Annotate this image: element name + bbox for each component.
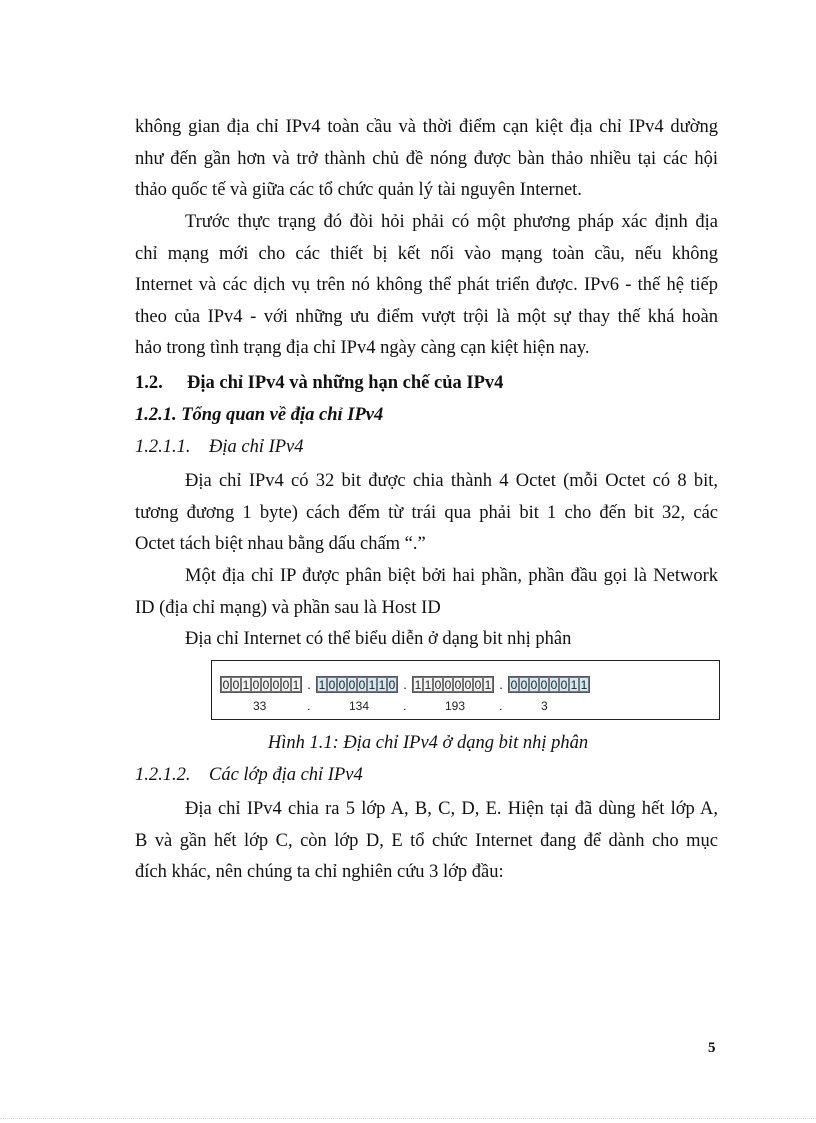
text-line: Địa chỉ Internet có thể biểu diễn ở dạng bit nhị phân	[185, 629, 572, 649]
text-line: Địa chỉ IPv4 có 32 bit được chia thành 4 Octet (mỗi Octet có 8 bit,	[185, 471, 718, 491]
text-line: hảo trong tình trạng địa chỉ IPv4 ngày càng cạn kiệt hiện nay.	[135, 338, 590, 358]
bit-cell: 1	[424, 678, 432, 692]
section-title: 1.2.1. Tổng quan về địa chỉ IPv4	[135, 405, 384, 425]
bit-cell: 0	[560, 678, 568, 692]
decimal-separator: .	[499, 699, 503, 713]
section-number: 1.2.1.1.	[135, 437, 191, 457]
section-heading-1-2	[135, 373, 503, 394]
bit-cell: 0	[550, 678, 558, 692]
bit-cell: 0	[262, 678, 270, 692]
paragraph-network-host	[135, 561, 718, 624]
paragraph-intro	[135, 112, 718, 207]
bit-cell: 0	[272, 678, 280, 692]
octet-separator: .	[499, 677, 503, 692]
text-line: ID (địa chỉ mạng) và phần sau là Host ID	[135, 597, 441, 618]
text-line: theo của IPv4 - với những ưu điểm vượt trội là một sự thay thế khá hoàn	[135, 306, 718, 327]
decimal-row	[212, 699, 719, 715]
section-number: 1.2.	[135, 373, 163, 393]
octet-2	[316, 676, 398, 693]
bit-cell: 1	[242, 678, 250, 692]
bit-cell: 0	[530, 678, 538, 692]
bit-cell: 1	[570, 678, 578, 692]
octet-separator: .	[307, 677, 311, 692]
text-line: như đến gần hơn và trở thành chủ đề nóng được bàn thảo nhiều tại các hội	[135, 148, 718, 169]
bit-cell: 0	[232, 678, 240, 692]
bit-cell: 0	[282, 678, 290, 692]
bit-cell: 0	[474, 678, 482, 692]
text-line: chỉ mạng mới cho các thiết bị kết nối vào mạng toàn cầu, nếu không	[135, 243, 718, 264]
section-heading-1-2-1-1	[135, 437, 304, 458]
bit-cell: 0	[464, 678, 472, 692]
bit-cell: 1	[484, 678, 492, 692]
bit-cell: 0	[338, 678, 346, 692]
page-bottom-divider	[0, 1118, 816, 1119]
decimal-separator: .	[307, 699, 311, 713]
bit-cell: 1	[318, 678, 326, 692]
octet-decimal-value: 3	[541, 699, 548, 713]
text-line: thảo quốc tế và giữa các tổ chức quản lý tài nguyên Internet.	[135, 180, 582, 200]
bit-cell: 0	[388, 678, 396, 692]
text-line: đích khác, nên chúng ta chỉ nghiên cứu 3 lớp đầu:	[135, 862, 504, 882]
text-line: không gian địa chỉ IPv4 toàn cầu và thời điểm cạn kiệt địa chỉ IPv4 dường	[135, 117, 718, 137]
bit-row	[220, 676, 590, 693]
octet-decimal-value: 134	[349, 699, 370, 713]
bit-cell: 0	[348, 678, 356, 692]
octet-1	[220, 676, 302, 693]
bit-cell: 0	[222, 678, 230, 692]
octet-separator: .	[403, 677, 407, 692]
bit-cell: 1	[292, 678, 300, 692]
text-line: B và gần hết lớp C, còn lớp D, E tổ chức Internet đang để dành cho mục	[135, 830, 718, 851]
paragraph-classes	[135, 794, 718, 889]
text-line: Một địa chỉ IP được phân biệt bởi hai phần, phần đầu gọi là Network	[185, 566, 718, 586]
text-line: Octet tách biệt nhau bằng dấu chấm “.”	[135, 534, 426, 554]
bit-cell: 0	[252, 678, 260, 692]
text-line: tương đương 1 byte) cách đếm từ trái qua phải bit 1 cho đến bit 32, các	[135, 502, 718, 523]
bit-cell: 0	[358, 678, 366, 692]
bit-cell: 1	[580, 678, 588, 692]
text-line: Trước thực trạng đó đòi hỏi phải có một phương pháp xác định địa	[185, 212, 718, 232]
bit-cell: 0	[540, 678, 548, 692]
bit-cell: 0	[520, 678, 528, 692]
bit-cell: 0	[444, 678, 452, 692]
ipv4-binary-figure	[211, 660, 720, 720]
bit-cell: 1	[368, 678, 376, 692]
octet-decimal-value: 33	[253, 699, 267, 713]
text-line: Địa chỉ IPv4 chia ra 5 lớp A, B, C, D, E. Hiện tại đã dùng hết lớp A,	[185, 799, 718, 819]
figure-caption: Hình 1.1: Địa chỉ IPv4 ở dạng bit nhị phân	[267, 733, 589, 753]
bit-cell: 1	[378, 678, 386, 692]
paragraph-binary	[135, 624, 718, 656]
bit-cell: 0	[328, 678, 336, 692]
bit-cell: 0	[434, 678, 442, 692]
text-line: Internet và các dịch vụ trên nó không thể phát triển được. IPv6 - thế hệ tiếp	[135, 275, 718, 295]
page-number: 5	[708, 1040, 716, 1056]
section-heading-1-2-1-2	[135, 765, 363, 786]
bit-cell: 1	[414, 678, 422, 692]
octet-decimal-value: 193	[445, 699, 466, 713]
bit-cell: 0	[454, 678, 462, 692]
bit-cell: 0	[510, 678, 518, 692]
section-title: Địa chỉ IPv4 và những hạn chế của IPv4	[187, 373, 504, 393]
octet-4	[508, 676, 590, 693]
paragraph-ipv6	[135, 207, 718, 365]
octet-3	[412, 676, 494, 693]
section-title: Các lớp địa chỉ IPv4	[209, 765, 363, 785]
paragraph-octets	[135, 466, 718, 561]
section-number: 1.2.1.2.	[135, 765, 191, 785]
decimal-separator: .	[403, 699, 407, 713]
section-heading-1-2-1	[135, 405, 383, 426]
section-title: Địa chỉ IPv4	[209, 437, 304, 457]
